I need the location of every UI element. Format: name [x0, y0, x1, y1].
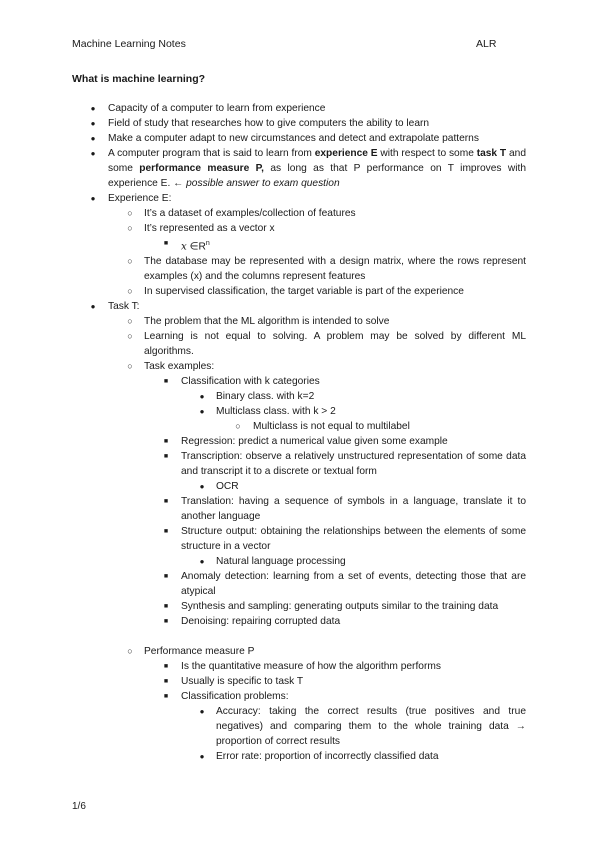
- bullet-disc: ●: [90, 194, 96, 203]
- bullet-circle: ○: [127, 331, 133, 342]
- bullet-square: ■: [163, 378, 169, 386]
- list-item-task: ● Task T:: [108, 299, 526, 314]
- list-item: ■ Is the quantitative measure of how the algorithm performs: [181, 659, 526, 674]
- list-item: ■ Classification with k categories: [181, 374, 526, 389]
- header-title: Machine Learning Notes: [72, 38, 186, 50]
- spacer: [0, 629, 600, 644]
- list-item: ● Accuracy: taking the correct results (true positives and true negatives) and comparing them to the whole training data → proportion of correct results: [216, 704, 526, 749]
- list-item: ● Binary class. with k=2: [216, 389, 526, 404]
- bullet-square: ■: [163, 618, 169, 626]
- notes-body: [0, 101, 600, 764]
- bullet-disc: ●: [199, 557, 205, 567]
- exam-note: ← possible answer to exam question: [173, 178, 340, 189]
- list-item-performance: ○ Performance measure P: [144, 644, 526, 659]
- term-task: task T: [476, 148, 507, 159]
- list-item: ● Natural language processing: [216, 554, 526, 569]
- list-item: ● Capacity of a computer to learn from experience: [108, 101, 526, 116]
- bullet-circle: ○: [127, 286, 133, 297]
- list-item: ○ It’s represented as a vector x: [144, 221, 526, 236]
- bullet-square: ■: [163, 240, 169, 247]
- list-item: ● Error rate: proportion of incorrectly classified data: [216, 749, 526, 764]
- bullet-square: ■: [163, 663, 169, 671]
- bullet-disc: ●: [90, 149, 96, 158]
- bullet-disc: ●: [199, 752, 205, 762]
- bullet-disc: ●: [199, 407, 205, 417]
- bullet-disc: ●: [199, 707, 205, 717]
- bullet-disc: ●: [90, 302, 96, 312]
- list-item: ○ Task examples:: [144, 359, 526, 374]
- term-performance: performance measure P,: [139, 163, 264, 174]
- bullet-square: ■: [163, 678, 169, 686]
- bullet-disc: ●: [90, 134, 96, 143]
- list-item: ○ In supervised classification, the target variable is part of the experience: [144, 284, 526, 299]
- bullet-square: ■: [163, 438, 169, 446]
- list-item: ○ Multiclass is not equal to multilabel: [253, 419, 526, 434]
- list-item: ■ Anomaly detection: learning from a set of events, detecting those that are atypical: [181, 569, 526, 599]
- bullet-circle: ○: [127, 223, 133, 233]
- list-item: ■ Usually is specific to task T: [181, 674, 526, 689]
- bullet-circle: ○: [127, 646, 133, 657]
- list-item: ● Field of study that researches how to give computers the ability to learn: [108, 116, 526, 131]
- bullet-square: ■: [163, 603, 169, 611]
- list-item: ■ Regression: predict a numerical value given some example: [181, 434, 526, 449]
- list-item: ■ Structure output: obtaining the relationships between the elements of some structure in a vector: [181, 524, 526, 554]
- bullet-square: ■: [163, 453, 169, 461]
- list-item: ■ Classification problems:: [181, 689, 526, 704]
- list-item: ● Multiclass class. with k > 2: [216, 404, 526, 419]
- bullet-square: ■: [163, 693, 169, 701]
- list-item: ● Make a computer adapt to new circumstances and detect and extrapolate patterns: [108, 131, 526, 146]
- bullet-circle: ○: [127, 208, 133, 218]
- bullet-disc: ●: [199, 482, 205, 492]
- list-item: ■ Transcription: observe a relatively unstructured representation of some data and transcript it to a discrete or textual form: [181, 449, 526, 479]
- list-item: ○ It’s a dataset of examples/collection of features: [144, 206, 526, 221]
- term-experience: experience E: [314, 148, 378, 159]
- list-item: ○ The database may be represented with a design matrix, where the rows represent examples (x) and the columns represent features: [144, 254, 526, 284]
- bullet-circle: ○: [127, 256, 133, 267]
- list-item: ■ Synthesis and sampling: generating outputs similar to the training data: [181, 599, 526, 614]
- list-item: ○ Learning is not equal to solving. A problem may be solved by different ML algorithms.: [144, 329, 526, 359]
- bullet-circle: ○: [127, 316, 133, 327]
- bullet-square: ■: [163, 528, 169, 536]
- page-number: 1/6: [72, 801, 86, 812]
- bullet-circle: ○: [127, 361, 133, 372]
- list-item: ■ Denoising: repairing corrupted data: [181, 614, 526, 629]
- bullet-square: ■: [163, 498, 169, 506]
- header-author: ALR: [476, 38, 497, 50]
- bullet-circle: ○: [235, 421, 241, 432]
- list-item: ○ The problem that the ML algorithm is intended to solve: [144, 314, 526, 329]
- list-item: ● OCR: [216, 479, 526, 494]
- list-item-experience: ● Experience E:: [108, 191, 526, 206]
- list-item: ■ Translation: having a sequence of symbols in a language, translate it to another language: [181, 494, 526, 524]
- math-item: ■ x $\in R^n$: [181, 236, 526, 254]
- bullet-disc: ●: [90, 119, 96, 128]
- bullet-square: ■: [163, 573, 169, 581]
- definition-item: ● A computer program that is said to learn from experience E with respect to some task T and some performance measure P, as long as that P performance on T improves with experience E. ← possible answer to exam question: [108, 146, 526, 191]
- section-title: What is machine learning?: [72, 73, 206, 85]
- math-x: x: [181, 241, 187, 253]
- bullet-disc: ●: [199, 392, 205, 402]
- bullet-disc: ●: [90, 104, 96, 113]
